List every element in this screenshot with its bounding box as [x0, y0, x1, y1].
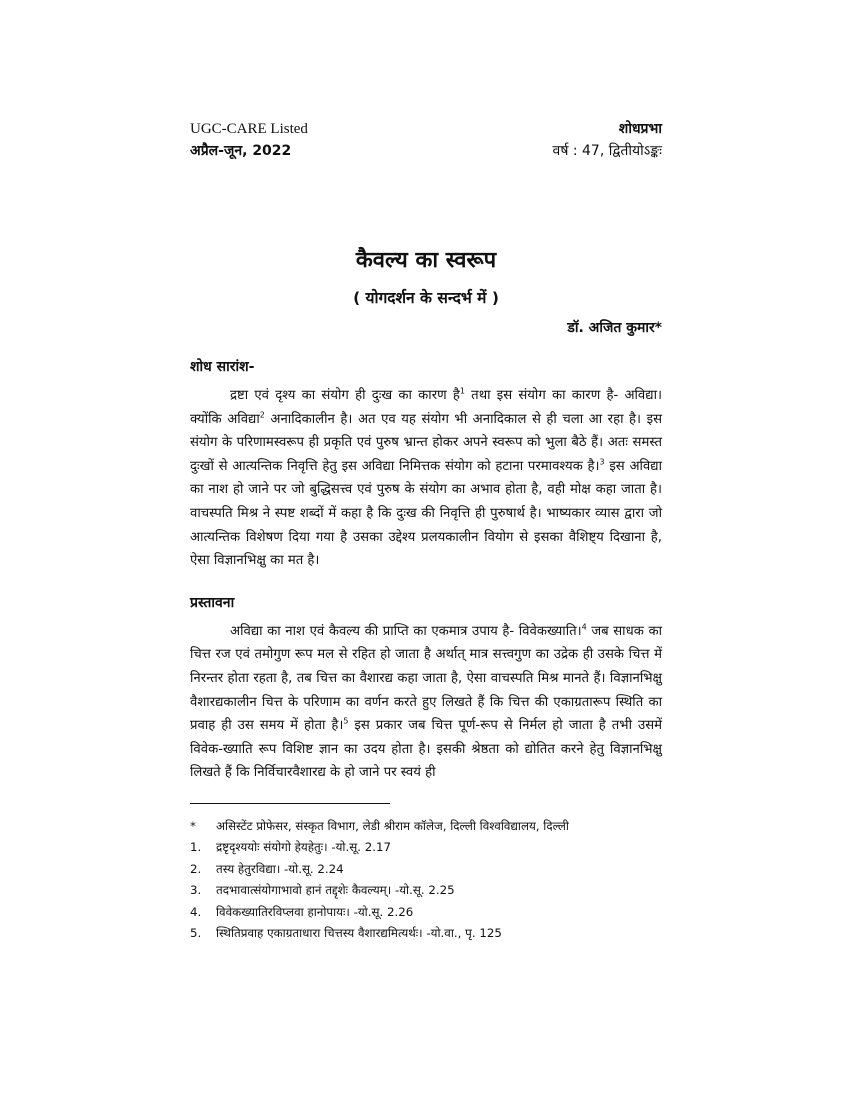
abstract-paragraph	[190, 384, 662, 573]
footnote-text: तस्य हेतुरविद्या। -यो.सू. 2.24	[216, 861, 344, 876]
footnote-mark: *	[190, 818, 196, 833]
intro-text-3: इस प्रकार जब चित्त पूर्ण-रूप से निर्मल हो जाता है तभी उसमें विवेक-ख्याति रूप विशिष्ट ज्ञान का उदय होता है। इसकी श्रेष्ठता को द्योतित करने हेतु विज्ञानभिक्षु लिखते हैं कि निर्विचारवैशारद्य के हो जाने पर स्वयं ही	[190, 718, 662, 781]
article-title: कैवल्य का स्वरूप	[355, 248, 497, 273]
footnote-divider	[190, 803, 390, 804]
footnote-text: विवेकख्यातिरविप्लवा हानोपायः। -यो.सू. 2.26	[216, 904, 414, 919]
abstract-text-4: इस अविद्या का नाश हो जाने पर जो बुद्धिसत्त्व एवं पुरुष के संयोग का अभाव होता है, वही मोक्ष कहा जाता है। वाचस्पति मिश्र ने स्पष्ट शब्दों में कहा है कि दुःख की निवृत्ति ही पुरुषार्थ है। भाष्यकार व्यास द्वारा जो आत्यन्तिक विशेषण दिया गया है उसका उद्देश्य प्रलयकालीन वियोग से इसका वैशिष्ट्य दिखाना है, ऐसा विज्ञानभिक्षु का मत है।	[190, 458, 662, 569]
footnote-text: द्रष्टृदृश्ययोः संयोगो हेयहेतुः। -यो.सू. 2.17	[216, 840, 391, 855]
footnote-ref-2: 2	[259, 410, 265, 420]
footnote-mark: 2.	[190, 861, 202, 876]
abstract-text-2: तथा इस संयोग का कारण है- अविद्या। क्योंकि अविद्या	[190, 388, 662, 427]
footnote-item	[190, 837, 662, 859]
abstract-text-1: द्रष्टा एवं दृश्य का संयोग ही दुःख का कारण है	[230, 388, 460, 403]
footnote-item	[190, 880, 662, 902]
header-right	[553, 118, 662, 162]
intro-text-1: अविद्या का नाश एवं कैवल्य की प्राप्ति का एकमात्र उपाय है- विवेकख्याति।	[230, 623, 582, 639]
footnote-ref-5: 5	[343, 716, 349, 726]
abstract-text-3: अनादिकालीन है। अत एव यह संयोग भी अनादिकाल से ही चला आ रहा है। इस संयोग के परिणामस्वरूप ही प्रकृति एवं पुरुष भ्रान्त होकर अपने स्वरूप को भुला बैठे हैं। अतः समस्त दुःखों से आत्यन्तिक निवृत्ति हेतु इस अविद्या निमित्तक संयोग को हटाना परमावश्यक है।	[190, 411, 662, 474]
footnote-text: स्थितिप्रवाह एकाग्रताधारा चित्तस्य वैशारद्यमित्यर्थः। -यो.वा., पृ. 125	[216, 926, 502, 941]
footnote-ref-4: 4	[581, 622, 587, 632]
document-page	[190, 118, 662, 945]
footnote-ref-1: 1	[459, 386, 465, 396]
footnote-item	[190, 859, 662, 881]
footnote-item	[190, 816, 662, 838]
header-left	[190, 118, 308, 162]
journal-name: शोधप्रभा	[618, 121, 662, 137]
footnote-ref-3: 3	[599, 457, 605, 467]
footnote-text: तदभावात्संयोगाभावो हानं तद्दृशेः कैवल्यम्। -यो.सू. 2.25	[216, 883, 455, 898]
article-author: डॉ. अजित कुमार*	[567, 320, 662, 336]
footnote-mark: 3.	[190, 883, 202, 898]
footnote-text: असिस्टेंट प्रोफेसर, संस्कृत विभाग, लेडी श्रीराम कॉलेज, दिल्ली विश्वविद्यालय, दिल्ली	[216, 818, 569, 833]
footnote-mark: 1.	[190, 840, 202, 855]
abstract-heading: शोध सारांश-	[190, 359, 255, 375]
article-subtitle: ( योगदर्शन के सन्दर्भ में )	[353, 289, 499, 307]
intro-paragraph	[190, 620, 662, 785]
running-header	[190, 118, 662, 162]
intro-text-2: जब साधक का चित्त रज एवं तमोगुण रूप मल से रहित हो जाता है अर्थात् मात्र सत्त्वगुण का उद्रेक ही उसके चित्त में निरन्तर होता रहता है, तब चित्त का वैशारद्य कहा जाता है, ऐसा वाचस्पति मिश्र मानते हैं। विज्ञानभिक्षु वैशारद्यकालीन चित्त के परिणाम का वर्णन करते हुए लिखते हैं कि चित्त की एकाग्रतारूप स्थिति का प्रवाह ही उस समय में होता है।	[190, 623, 662, 734]
footnote-mark: 4.	[190, 904, 202, 919]
intro-heading: प्रस्तावना	[190, 594, 235, 611]
footnote-item	[190, 923, 662, 945]
footnote-mark: 5.	[190, 926, 202, 941]
footnotes-list	[190, 816, 662, 945]
journal-listing: UGC-CARE Listed	[190, 121, 308, 137]
volume-issue: वर्ष : 47, द्वितीयोऽङ्कः	[552, 143, 662, 159]
issue-date: अप्रैल-जून, 2022	[190, 143, 292, 159]
footnote-item	[190, 902, 662, 924]
